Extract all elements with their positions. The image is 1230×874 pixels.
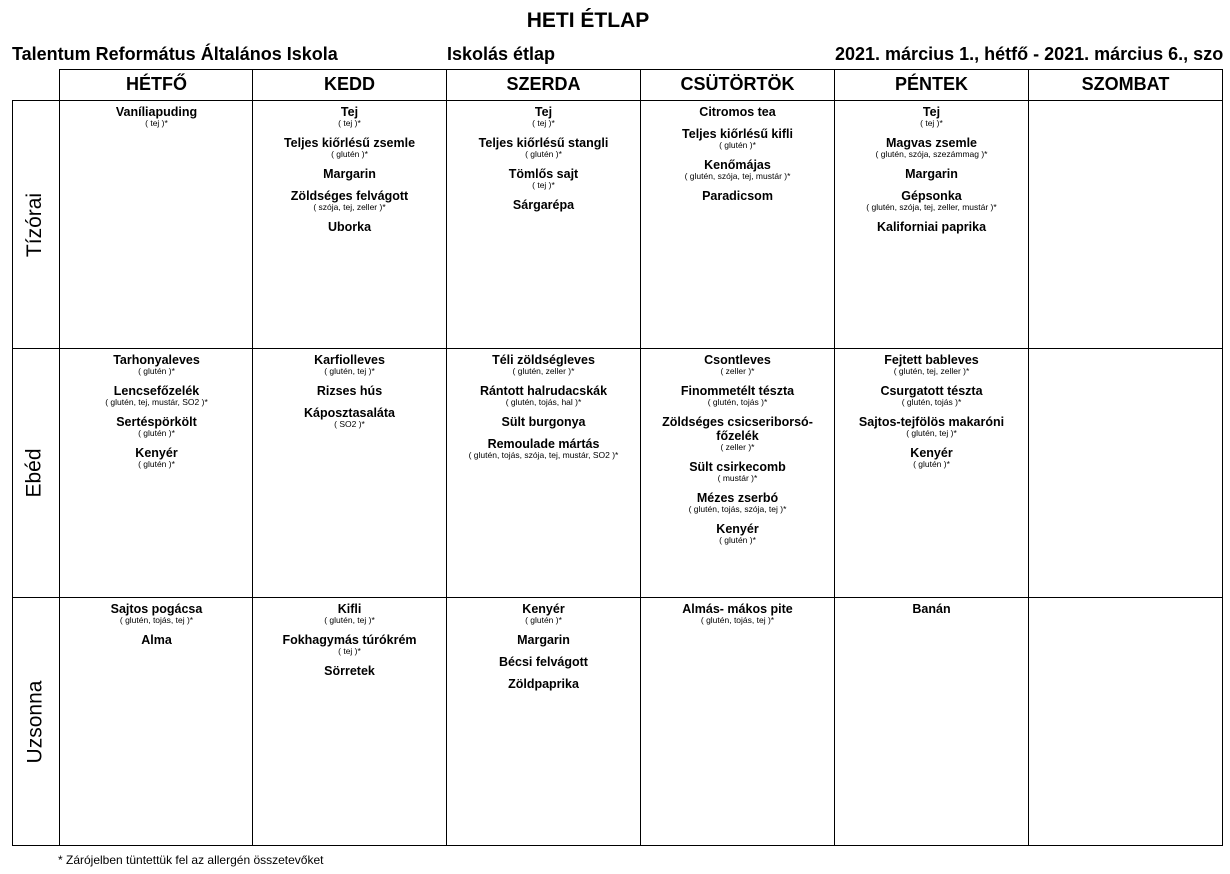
dish-name: Remoulade mártás: [487, 437, 600, 451]
menu-item: [447, 415, 640, 429]
grid-line: [12, 845, 1223, 846]
dish-name: Fejtett bableves: [884, 353, 979, 367]
menu-item: [253, 189, 446, 212]
menu-item: [447, 105, 640, 128]
allergen-list: ( glutén, tojás, tej )*: [700, 615, 775, 625]
menu-item: [641, 105, 834, 119]
allergen-list: ( glutén )*: [719, 140, 756, 150]
allergen-list: ( glutén, tej, mustár, SO2 )*: [105, 397, 208, 407]
menu-item: [641, 158, 834, 181]
menu-item: [253, 406, 446, 429]
menu-cell: [447, 101, 640, 348]
menu-item: [641, 384, 834, 407]
dish-name: Banán: [912, 602, 951, 616]
menu-item: [60, 415, 253, 438]
allergen-list: ( glutén, szója, szezámmag )*: [875, 149, 988, 159]
dish-name: Teljes kiőrlésű zsemle: [283, 136, 416, 150]
menu-item: [835, 446, 1028, 469]
menu-item: [835, 602, 1028, 616]
menu-item: [641, 415, 834, 452]
menu-cell: [60, 101, 253, 348]
menu-item: [641, 353, 834, 376]
meal-label-text: Ebéd: [23, 448, 47, 498]
dish-name: Csontleves: [704, 353, 771, 367]
allergen-list: ( glutén, szója, tej, zeller, mustár )*: [866, 202, 997, 212]
date-range: 2021. március 1., hétfő - 2021. március 6., szo: [835, 44, 1224, 64]
dish-name: Citromos tea: [699, 105, 776, 119]
allergen-list: ( szója, tej, zeller )*: [313, 202, 386, 212]
allergen-list: ( glutén )*: [138, 459, 175, 469]
dish-name: Kifli: [337, 602, 362, 616]
allergen-list: ( glutén, tojás )*: [707, 397, 768, 407]
meal-label: [12, 349, 58, 597]
allergen-list: ( tej )*: [532, 180, 555, 190]
dish-name: Karfiolleves: [314, 353, 385, 367]
menu-item: [835, 353, 1028, 376]
dish-name: Tömlős sajt: [508, 167, 579, 181]
allergen-list: ( glutén, tojás, tej )*: [119, 615, 194, 625]
allergen-list: ( zeller )*: [720, 366, 755, 376]
dish-name: Lencsefőzelék: [113, 384, 200, 398]
menu-item: [447, 136, 640, 159]
allergen-list: ( tej )*: [532, 118, 555, 128]
allergen-list: ( glutén, tej, zeller )*: [893, 366, 970, 376]
allergen-list: ( glutén, tojás, hal )*: [505, 397, 582, 407]
dish-name: Csurgatott tészta: [880, 384, 983, 398]
dish-name: Kenőmájas: [704, 158, 771, 172]
menu-item: [447, 602, 640, 625]
menu-item: [641, 127, 834, 150]
dish-name: Paradicsom: [702, 189, 773, 203]
allergen-list: ( glutén, tej )*: [324, 366, 375, 376]
school-name: Talentum Református Általános Iskola: [12, 44, 338, 64]
menu-cell: [1029, 598, 1222, 845]
dish-name: Sertéspörkölt: [116, 415, 197, 429]
allergen-list: ( glutén, zeller )*: [512, 366, 575, 376]
allergen-list: ( zeller )*: [720, 442, 755, 452]
dish-name: Bécsi felvágott: [499, 655, 588, 669]
menu-type: Iskolás étlap: [447, 44, 556, 64]
menu-item: [835, 189, 1028, 212]
menu-item: [835, 384, 1028, 407]
dish-name: Zöldséges csicseriborsó-főzelék: [662, 415, 813, 443]
dish-name: Zöldpaprika: [508, 677, 579, 691]
allergen-list: ( glutén )*: [913, 459, 950, 469]
dish-name: Teljes kiőrlésű kifli: [682, 127, 793, 141]
allergen-list: ( mustár )*: [717, 473, 758, 483]
grid-line: [1222, 69, 1223, 846]
menu-cell: [835, 598, 1028, 845]
allergen-list: ( tej )*: [920, 118, 943, 128]
menu-cell: [253, 349, 446, 597]
menu-item: [641, 460, 834, 483]
dish-name: Fokhagymás túrókrém: [282, 633, 417, 647]
allergen-list: ( glutén, tojás, szója, tej )*: [688, 504, 787, 514]
meal-label-text: Tízórai: [23, 192, 46, 257]
menu-item: [835, 136, 1028, 159]
menu-cell: [641, 349, 834, 597]
dish-name: Magvas zsemle: [885, 136, 978, 150]
allergen-list: ( glutén )*: [525, 615, 562, 625]
menu-cell: [1029, 349, 1222, 597]
allergen-footnote: * Zárójelben tüntettük fel az allergén összetevőket: [58, 853, 324, 867]
dish-name: Vaníliapuding: [115, 105, 198, 119]
page-title: HETI ÉTLAP: [526, 9, 650, 32]
dish-name: Tej: [340, 105, 359, 119]
dish-name: Rántott halrudacskák: [479, 384, 608, 398]
allergen-list: ( SO2 )*: [334, 419, 365, 429]
dish-name: Sajtos-tejfölös makaróni: [858, 415, 1005, 429]
menu-cell: [253, 101, 446, 348]
allergen-list: ( glutén )*: [719, 535, 756, 545]
menu-item: [253, 167, 446, 181]
menu-item: [447, 353, 640, 376]
menu-item: [641, 602, 834, 625]
allergen-list: ( glutén )*: [525, 149, 562, 159]
menu-cell: [253, 598, 446, 845]
menu-item: [253, 602, 446, 625]
menu-cell: [835, 101, 1028, 348]
dish-name: Sült csirkecomb: [689, 460, 786, 474]
menu-item: [447, 437, 640, 460]
menu-item: [447, 384, 640, 407]
menu-cell: [1029, 101, 1222, 348]
menu-cell: [447, 349, 640, 597]
menu-item: [253, 136, 446, 159]
dish-name: Káposztasaláta: [303, 406, 395, 420]
allergen-list: ( glutén, tojás, szója, tej, mustár, SO2 )*: [468, 450, 619, 460]
menu-item: [835, 105, 1028, 128]
day-header: PÉNTEK: [894, 74, 968, 94]
menu-item: [835, 220, 1028, 234]
dish-name: Gépsonka: [901, 189, 962, 203]
menu-item: [60, 353, 253, 376]
menu-item: [60, 446, 253, 469]
allergen-list: ( glutén, tej )*: [906, 428, 957, 438]
dish-name: Teljes kiőrlésű stangli: [478, 136, 609, 150]
menu-item: [253, 633, 446, 656]
day-header: CSÜTÖRTÖK: [680, 74, 795, 94]
dish-name: Téli zöldségleves: [492, 353, 595, 367]
meal-label: [12, 598, 58, 845]
allergen-list: ( glutén )*: [138, 366, 175, 376]
dish-name: Uborka: [327, 220, 372, 234]
menu-item: [835, 415, 1028, 438]
dish-name: Sárgarépa: [512, 198, 575, 212]
meal-label-text: Uzsonna: [23, 680, 47, 763]
menu-cell: [835, 349, 1028, 597]
menu-item: [641, 522, 834, 545]
dish-name: Alma: [141, 633, 172, 647]
day-header: KEDD: [323, 74, 375, 94]
menu-item: [60, 384, 253, 407]
menu-item: [253, 353, 446, 376]
menu-item: [60, 602, 253, 625]
allergen-list: ( glutén, tojás )*: [901, 397, 962, 407]
dish-name: Kenyér: [910, 446, 953, 460]
menu-item: [447, 167, 640, 190]
menu-item: [447, 198, 640, 212]
menu-item: [835, 167, 1028, 181]
day-header: SZERDA: [506, 74, 581, 94]
meal-label: [12, 101, 58, 348]
menu-cell: [447, 598, 640, 845]
allergen-list: ( tej )*: [145, 118, 168, 128]
day-header: HÉTFŐ: [126, 74, 187, 94]
menu-item: [447, 633, 640, 647]
dish-name: Margarin: [323, 167, 376, 181]
dish-name: Kenyér: [522, 602, 565, 616]
menu-cell: [60, 349, 253, 597]
menu-item: [253, 105, 446, 128]
dish-name: Sajtos pogácsa: [110, 602, 203, 616]
allergen-list: ( tej )*: [338, 118, 361, 128]
menu-cell: [641, 598, 834, 845]
dish-name: Kaliforniai paprika: [876, 220, 987, 234]
allergen-list: ( glutén )*: [331, 149, 368, 159]
menu-item: [60, 105, 253, 128]
dish-name: Sült burgonya: [501, 415, 586, 429]
allergen-list: ( glutén )*: [138, 428, 175, 438]
dish-name: Tarhonyaleves: [113, 353, 200, 367]
dish-name: Almás- mákos pite: [682, 602, 793, 616]
menu-item: [447, 655, 640, 669]
menu-cell: [641, 101, 834, 348]
dish-name: Sörretek: [324, 664, 375, 678]
menu-item: [641, 189, 834, 203]
dish-name: Margarin: [517, 633, 570, 647]
dish-name: Rizses hús: [316, 384, 383, 398]
dish-name: Kenyér: [716, 522, 759, 536]
dish-name: Zöldséges felvágott: [290, 189, 409, 203]
day-header: SZOMBAT: [1081, 74, 1170, 94]
dish-name: Kenyér: [135, 446, 178, 460]
menu-item: [253, 220, 446, 234]
menu-item: [253, 664, 446, 678]
allergen-list: ( glutén, szója, tej, mustár )*: [684, 171, 791, 181]
dish-name: Tej: [534, 105, 553, 119]
dish-name: Tej: [922, 105, 941, 119]
menu-item: [253, 384, 446, 398]
menu-item: [447, 677, 640, 691]
menu-item: [60, 633, 253, 647]
menu-cell: [60, 598, 253, 845]
allergen-list: ( tej )*: [338, 646, 361, 656]
dish-name: Margarin: [905, 167, 958, 181]
allergen-list: ( glutén, tej )*: [324, 615, 375, 625]
dish-name: Finommetélt tészta: [680, 384, 795, 398]
dish-name: Mézes zserbó: [696, 491, 779, 505]
menu-item: [641, 491, 834, 514]
